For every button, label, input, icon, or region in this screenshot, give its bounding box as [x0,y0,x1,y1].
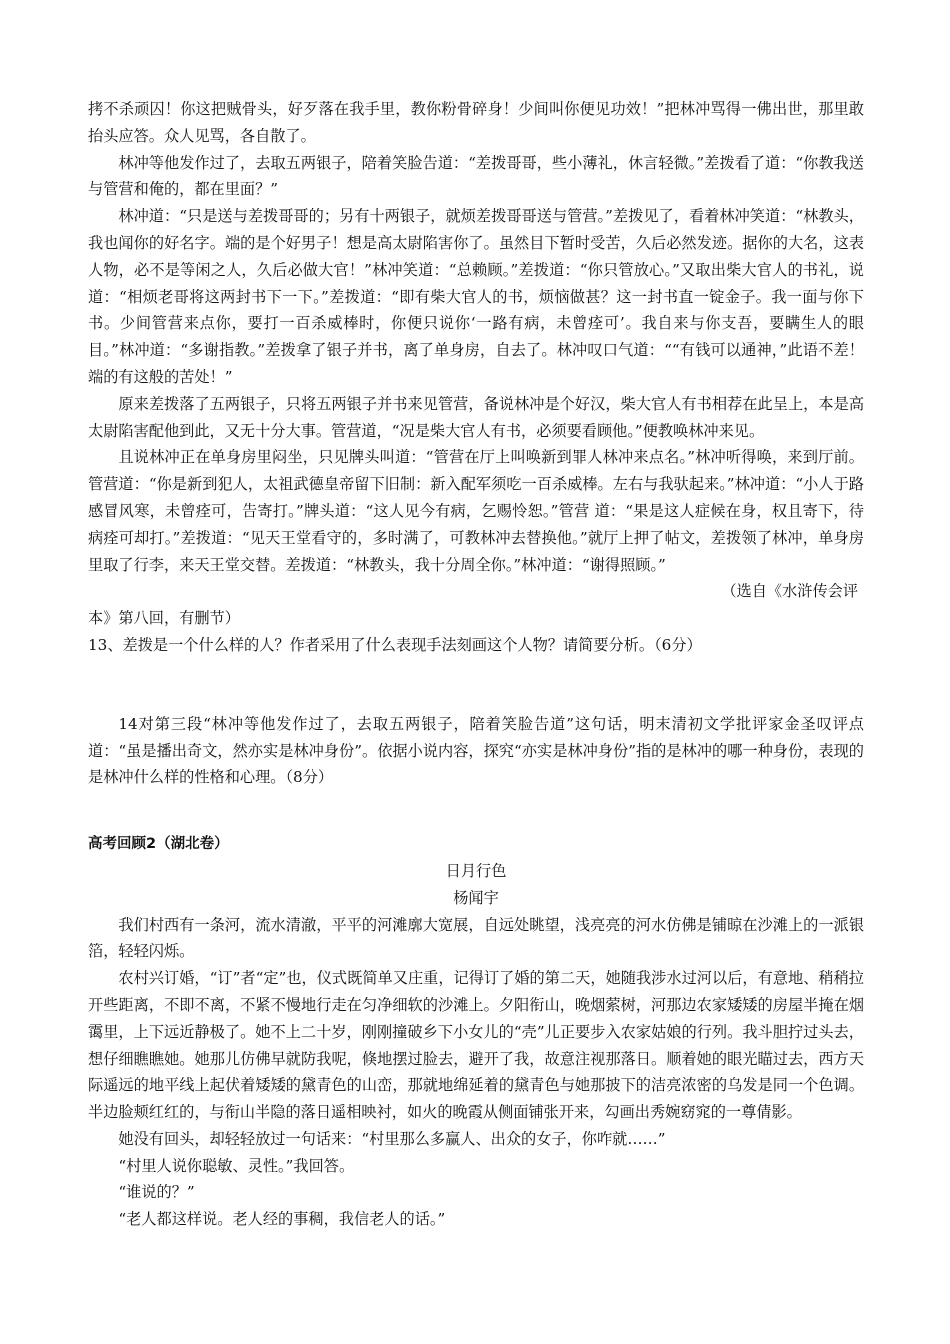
passage-paragraph: 林冲道：“只是送与差拨哥哥的；另有十两银子，就烦差拨哥哥送与管营。”差拨见了，看着林冲笑道：“林教头，我也闻你的好名字。端的是个好男子！想是高太尉陷害你了。虽然目下暂时受苦，久后必然发迹。据你的大名，这表人物，必不是等闲之人，久后必做大官！”林冲笑道：“总赖顾。”差拨道：“你只管放心。”又取出柴大官人的书礼，说道：“相烦老哥将这两封书下一下。”差拨道：“即有柴大官人的书，烦恼做甚？这一封书直一锭金子。我一面与你下书。少间管营来点你，要打一百杀威棒时，你便只说你‘一路有病，未曾痊可’。我自来与你支吾，要瞒生人的眼目。”林冲道：“多谢指教。”差拨拿了银子并书，离了单身房，自去了。林冲叹口气道：““有钱可以通神，”此语不差！端的有这般的苦处！” [88,207,864,386]
question-13: 13、差拨是一个什么样的人？作者采用了什么表现手法刻画这个人物？请简要分析。（6分） [88,635,702,654]
section-heading: 高考回顾2（湖北卷） [88,836,229,853]
document-page [88,96,864,1233]
source-citation-continued: 本》第八回，有删节） [88,609,240,628]
essay-paragraph: “村里人说你聪敏、灵性。”我回答。 [118,1156,355,1175]
essay-paragraph: 她没有回头，却轻轻放过一句话来：“村里那么多赢人、出众的女子，你咋就……” [118,1129,666,1148]
passage-paragraph: 林冲等他发作过了，去取五两银子，陪着笑脸告道：“差拨哥哥，些小薄礼，休言轻微。”差拨看了道：“你教我送与管营和俺的，都在里面？” [88,153,864,199]
passage-paragraph: 原来差拨落了五两银子，只将五两银子并书来见管营，备说林冲是个好汉，柴大官人有书相荐在此呈上，本是高太尉陷害配他到此，又无十分大事。管营道，“况是柴大官人有书，必须要看顾他。”便教唤林冲来见。 [88,394,864,440]
passage-paragraph: 且说林冲正在单身房里闷坐，只见牌头叫道：“管营在厅上叫唤新到罪人林冲来点名。”林冲听得唤，来到厅前。管营道：“你是新到犯人，太祖武德皇帝留下旧制：新入配军须吃一百杀威棒。左右与我驮起来。”林冲道：“小人于路感冒风寒，未曾痊可，告寄打。”牌头道：“这人见今有病，乞赐怜恕。”管营 道：“果是这人症候在身，权且寄下，待病痊可却打。”差拨道：“见天王堂看守的，多时满了，可教林冲去替换他。”就厅上押了帖文，差拨领了林冲，单身房里取了行李，来天王堂交替。差拨道：“林教头，我十分周全你。”林冲道：“谢得照顾。” [88,448,864,574]
essay-paragraph: 我们村西有一条河，流水清澈，平平的河滩廓大宽展，自远处眺望，浅亮亮的河水仿佛是铺晾在沙滩上的一派银箔，轻轻闪烁。 [88,915,864,961]
essay-author: 杨闻宇 [453,888,499,907]
question-14: 14对第三段“林冲等他发作过了，去取五两银子，陪着笑脸告道”这句话，明末清初文学批评家金圣叹评点道：“虽是播出奇文，然亦实是林冲身份”。依据小说内容，探究“亦实是林冲身份”指的是林冲的哪一种身份，表现的是林冲什么样的性格和心理。（8分） [88,714,864,787]
essay-paragraph: “谁说的？” [118,1183,195,1202]
passage-paragraph: 拷不杀顽囚！你这把贼骨头，好歹落在我手里，教你粉骨碎身！少间叫你便见功效！”把林冲骂得一佛出世，那里敢抬头应答。众人见骂，各自散了。 [88,100,864,145]
essay-title: 日月行色 [445,861,507,880]
source-citation: （选自《水浒传会评 [721,582,858,601]
essay-paragraph: “老人都这样说。老人经的事稠，我信老人的话。” [118,1210,446,1229]
essay-paragraph: 农村兴订婚，“订”者“定”也，仪式既简单又庄重，记得订了婚的第二天，她随我涉水过河以后，有意地、稍稍拉开些距离，不即不离，不紧不慢地行走在匀净细软的沙滩上。夕阳衔山，晚烟萦树，河那边农家矮矮的房屋半掩在烟霭里，上下远近静极了。她不上二十岁，刚刚撞破乡下小女儿的“壳”儿正要步入农家姑娘的行列。我斗胆拧过头去，想仔细瞧瞧她。她那儿仿佛早就防我呢，倏地摆过脸去，避开了我，故意注视那落日。顺着她的眼光瞄过去，西方天际遥远的地平线上起伏着矮矮的黛青色的山峦，那就地绵延着的黛青色与她那披下的洁亮浓密的乌发是同一个色调。半边脸颊红红的，与衔山半隐的落日遥相映衬，如火的晚霞从侧面铺张开来，勾画出秀婉窈窕的一尊倩影。 [88,969,864,1122]
